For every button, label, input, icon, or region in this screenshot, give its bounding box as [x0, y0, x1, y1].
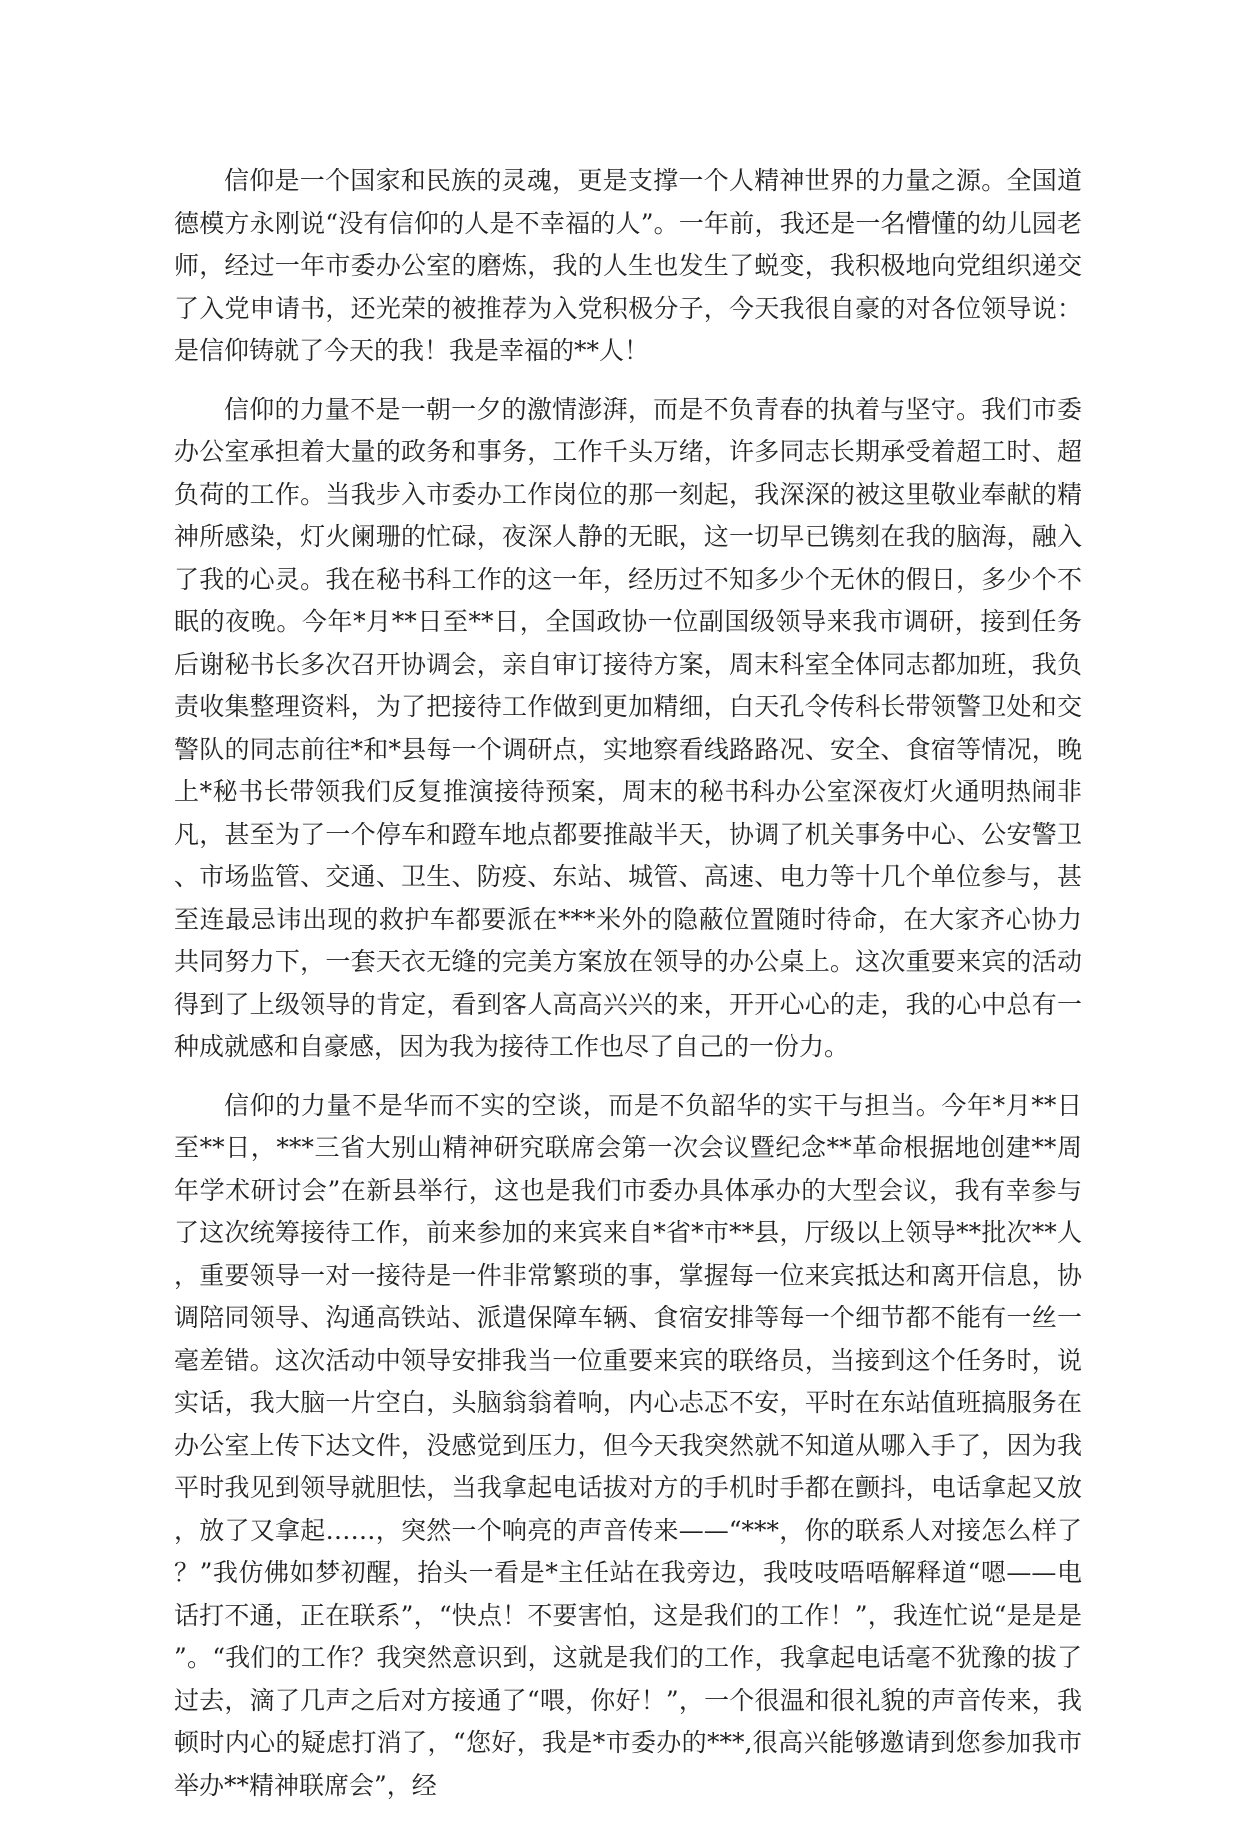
document-body — [174, 160, 1082, 1823]
paragraph-3: 信仰的力量不是华而不实的空谈，而是不负韶华的实干与担当。今年*月**日至**日，***三省大别山精神研究联席会第一次会议暨纪念**革命根据地创建**周年学术研讨会”在新县举行，这也是我们市委办具体承办的大型会议，我有幸参与了这次统筹接待工作，前来参加的来宾来自*省*市**县，厅级以上领导**批次**人，重要领导一对一接待是一件非常繁琐的事，掌握每一位来宾抵达和离开信息，协调陪同领导、沟通高铁站、派遣保障车辆、食宿安排等每一个细节都不能有一丝一毫差错。这次活动中领导安排我当一位重要来宾的联络员，当接到这个任务时，说实话，我大脑一片空白，头脑翁翁着响，内心忐忑不安，平时在东站值班搞服务在办公室上传下达文件，没感觉到压力，但今天我突然就不知道从哪入手了，因为我平时我见到领导就胆怯，当我拿起电话拔对方的手机时手都在颤抖，电话拿起又放，放了又拿起……，突然一个响亮的声音传来——“***，你的联系人对接怎么样了？”我仿佛如梦初醒，抬头一看是*主任站在我旁边，我吱吱唔唔解释道“嗯——电话打不通，正在联系”，“快点！不要害怕，这是我们的工作！”，我连忙说“是是是”。“我们的工作？我突然意识到，这就是我们的工作，我拿起电话毫不犹豫的拔了过去，滴了几声之后对方接通了“喂，你好！”，一个很温和很礼貌的声音传来，我顿时内心的疑虑打消了，“您好，我是*市委办的***,很高兴能够邀请到您参加我市举办**精神联席会”，经 — [174, 1090, 1082, 1800]
paragraph-2: 信仰的力量不是一朝一夕的激情澎湃，而是不负青春的执着与坚守。我们市委办公室承担着大量的政务和事务，工作千头万绪，许多同志长期承受着超工时、超负荷的工作。当我步入市委办工作岗位的那一刻起，我深深的被这里敬业奉献的精神所感染，灯火阑珊的忙碌，夜深人静的无眠，这一切早已镌刻在我的脑海，融入了我的心灵。我在秘书科工作的这一年，经历过不知多少个无休的假日，多少个不眠的夜晚。今年*月**日至**日，全国政协一位副国级领导来我市调研，接到任务后谢秘书长多次召开协调会，亲自审订接待方案，周末科室全体同志都加班，我负责收集整理资料，为了把接待工作做到更加精细，白天孔令传科长带领警卫处和交警队的同志前往*和*县每一个调研点，实地察看线路路况、安全、食宿等情况，晚上*秘书长带领我们反复推演接待预案，周末的秘书科办公室深夜灯火通明热闹非凡，甚至为了一个停车和蹬车地点都要推敲半天，协调了机关事务中心、公安警卫、市场监管、交通、卫生、防疫、东站、城管、高速、电力等十几个单位参与，甚至连最忌讳出现的救护车都要派在***米外的隐蔽位置随时待命，在大家齐心协力共同努力下，一套天衣无缝的完美方案放在领导的办公桌上。这次重要来宾的活动得到了上级领导的肯定，看到客人高高兴兴的来，开开心心的走，我的心中总有一种成就感和自豪感，因为我为接待工作也尽了自己的一份力。 — [174, 394, 1082, 1061]
paragraph-1: 信仰是一个国家和民族的灵魂，更是支撑一个人精神世界的力量之源。全国道德模方永刚说“没有信仰的人是不幸福的人”。一年前，我还是一名懵懂的幼儿园老师，经过一年市委办公室的磨炼，我的人生也发生了蜕变，我积极地向党组织递交了入党申请书，还光荣的被推荐为入党积极分子，今天我很自豪的对各位领导说：是信仰铸就了今天的我！我是幸福的**人！ — [174, 166, 1082, 365]
